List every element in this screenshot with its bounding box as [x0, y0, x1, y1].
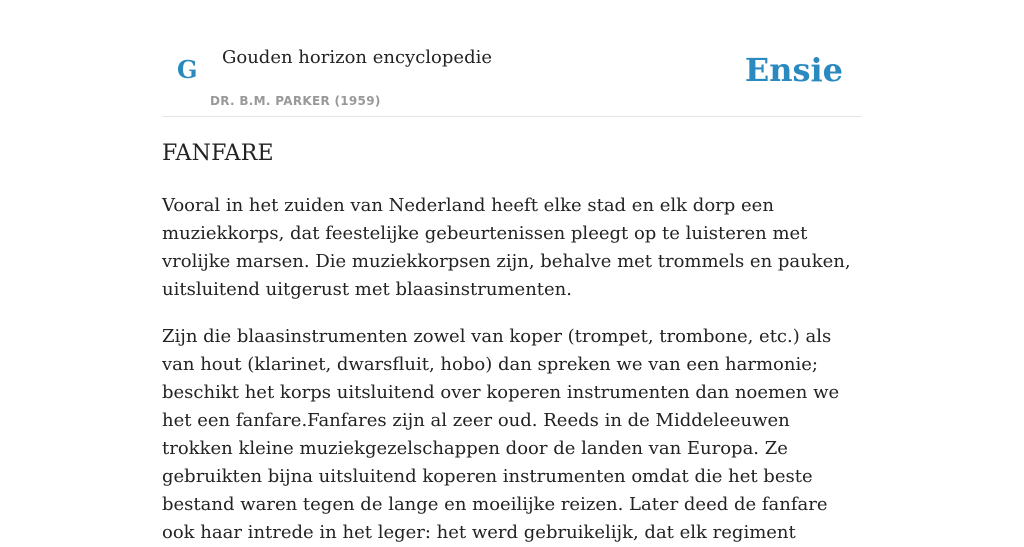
article [162, 138, 862, 547]
book-title: Gouden horizon encyclopedie [222, 47, 492, 68]
article-headword: FANFARE [162, 141, 274, 166]
ensie-logo-link[interactable]: Ensie [744, 51, 843, 89]
book-header [162, 0, 862, 117]
book-logo-link[interactable]: G [177, 55, 198, 84]
article-paragraph: Zijn die blaasinstrumenten zowel van koper (trompet, trombone, etc.) als van hout (klarinet, dwarsfluit, hobo) dan spreken we van een harmonie; beschikt het korps uitsluitend over koperen instrumenten dan noemen we het een fanfare.Fanfares zijn al zeer oud. Reeds in de Middeleeuwen trokken kleine muziekgezelschappen door de landen van Europa. Ze gebruikten bijna uitsluitend koperen instrumenten omdat die het beste bestand waren tegen de lange en moeilijke reizen. Later deed de fanfare ook haar intrede in het leger: het werd gebruikelijk, dat elk regiment [162, 326, 840, 543]
article-paragraph: Vooral in het zuiden van Nederland heeft elke stad en elk dorp een muziekkorps, dat feestelijke gebeurtenissen pleegt op te luisteren met vrolijke marsen. Die muziekkorpsen zijn, behalve met trommels en pauken, uitsluitend uitgerust met blaasinstrumenten. [162, 195, 851, 300]
book-author: DR. B.M. PARKER (1959) [210, 94, 381, 108]
